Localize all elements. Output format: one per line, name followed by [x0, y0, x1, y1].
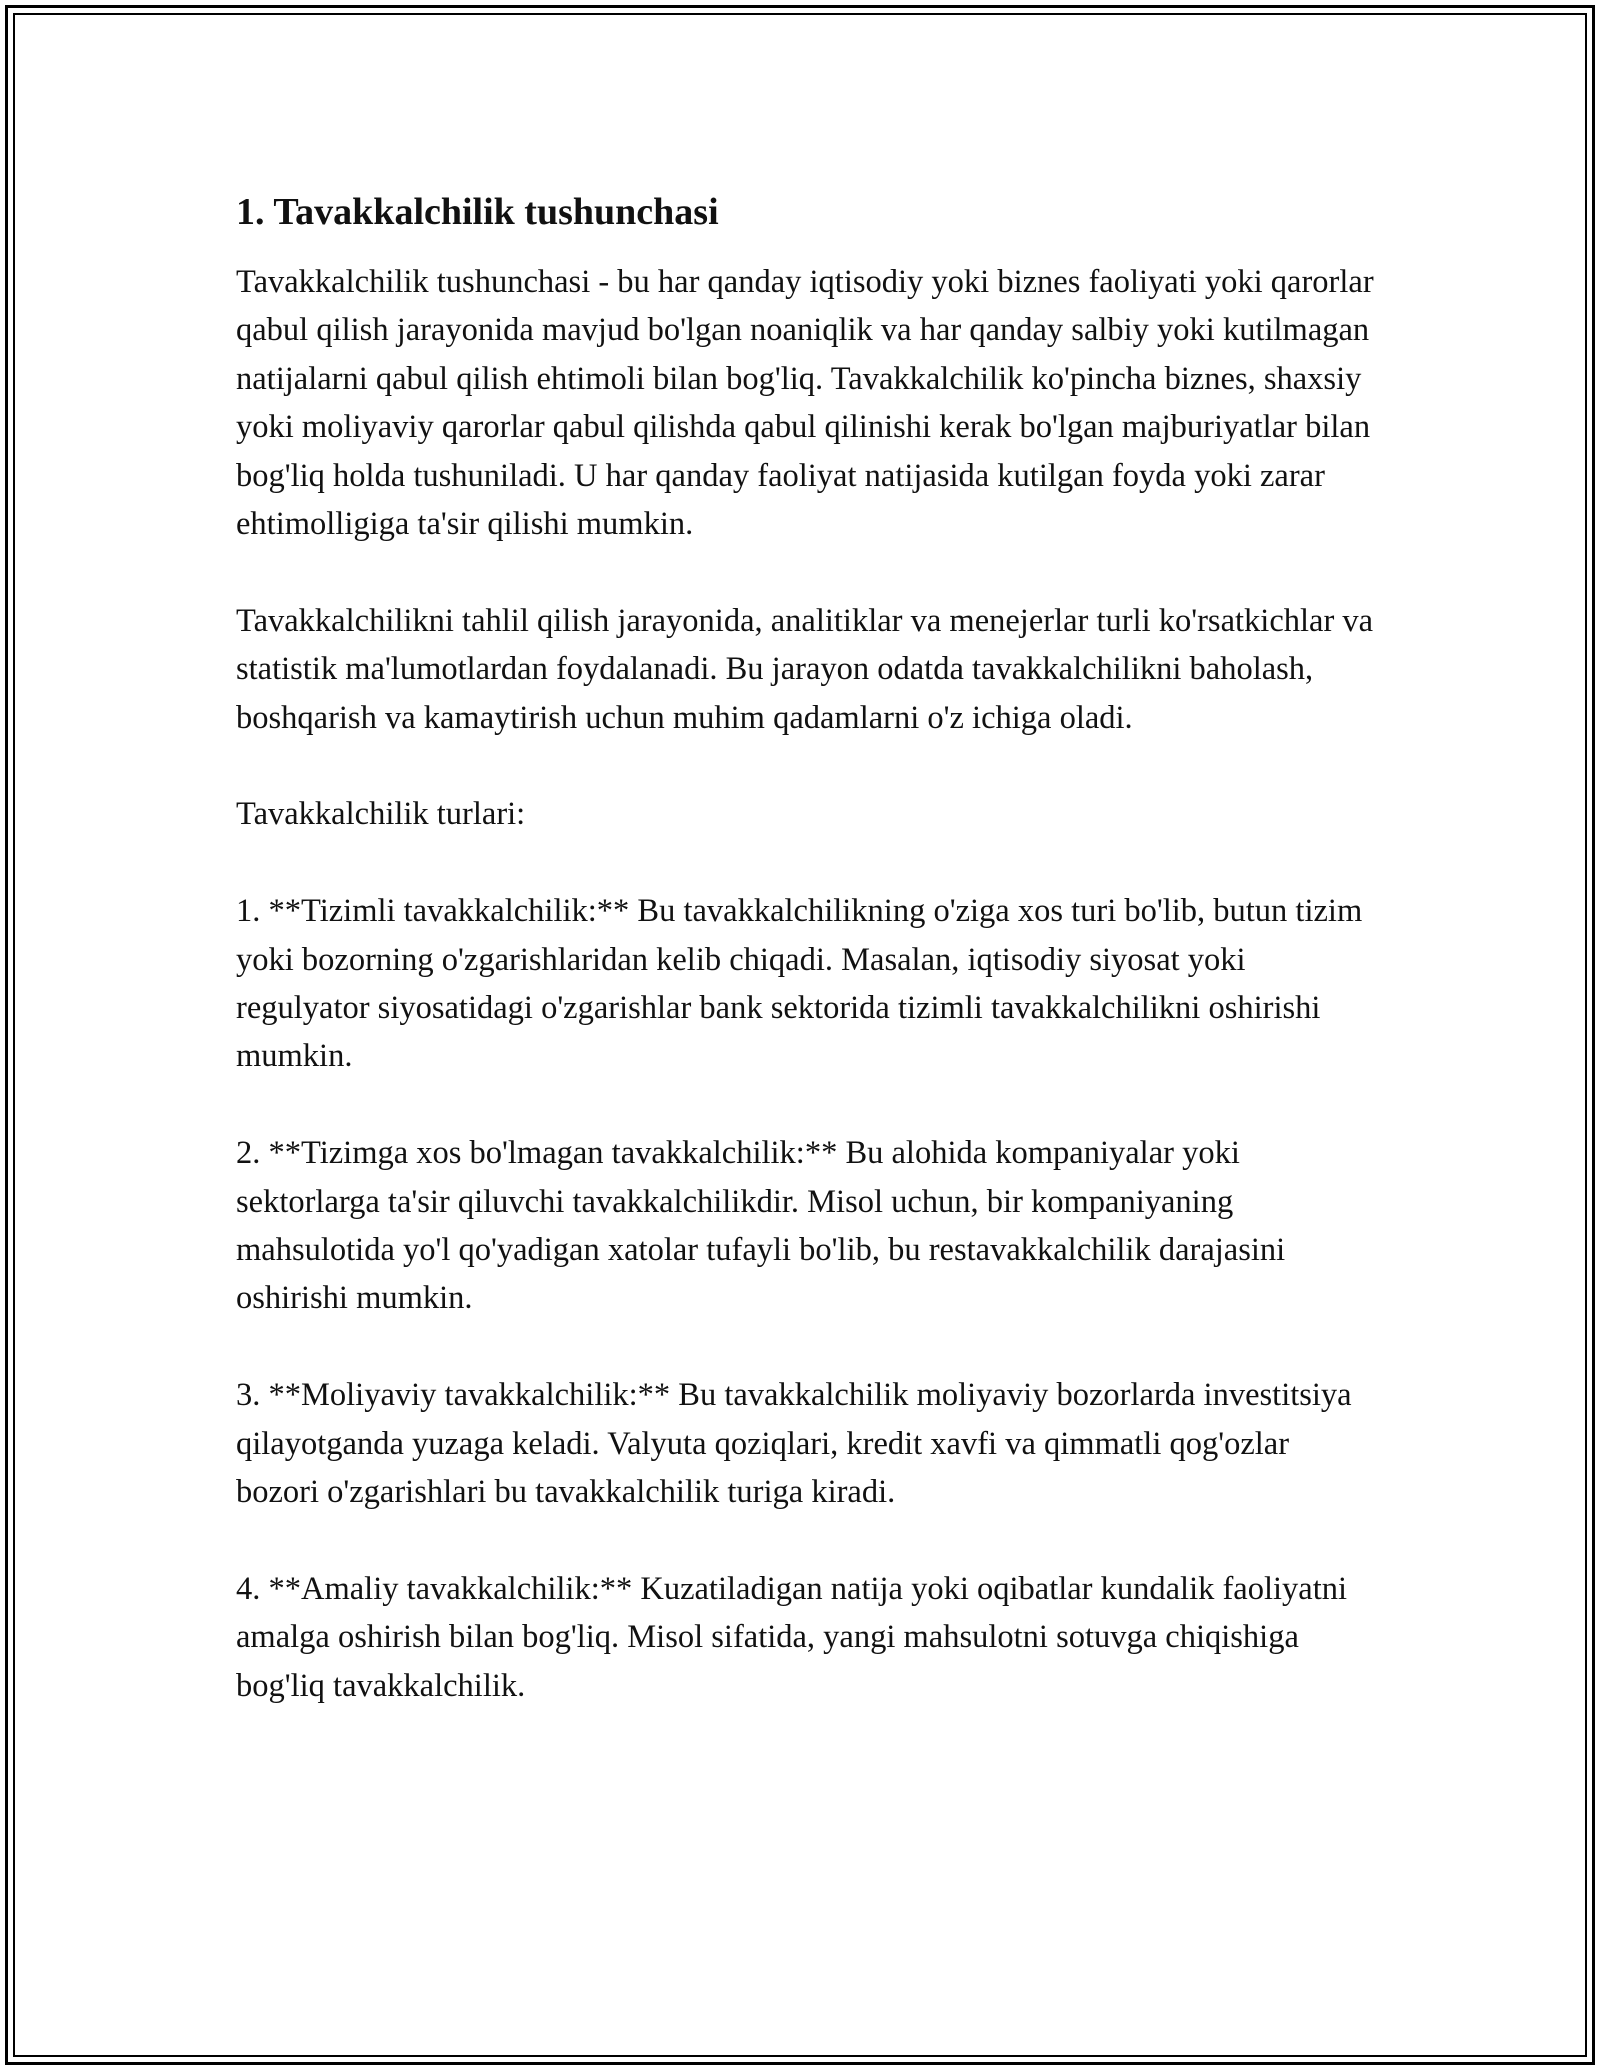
list-item-financial: 3. **Moliyaviy tavakkalchilik:** Bu tavakkalchilik moliyaviy bozorlarda investitsiya qilayotganda yuzaga keladi. Valyuta qoziqlari, kredit xavfi va qimmatli qog'ozlar bozori o'zgarishlari bu tavakkalchilik turiga kiradi. — [236, 1377, 1352, 1511]
document-body — [236, 186, 1376, 1710]
types-label: Tavakkalchilik turlari: — [236, 796, 526, 833]
section-heading: 1. Tavakkalchilik tushunchasi — [236, 191, 719, 233]
intro-paragraph: Tavakkalchilik tushunchasi - bu har qanday iqtisodiy yoki biznes faoliyati yoki qarorlar qabul qilish jarayonida mavjud bo'lgan noaniqlik va har qanday salbiy yoki kutilmagan natijalarni qabul qilish ehtimoli bilan bog'liq. Tavakkalchilik ko'pincha biznes, shaxsiy yoki moliyaviy qarorlar qabul qilishda qabul qilinishi kerak bo'lgan majburiyatlar bilan bog'liq holda tushuniladi. U har qanday faoliyat natijasida kutilgan foyda yoki zarar ehtimolligiga ta'sir qilishi mumkin. — [236, 264, 1374, 543]
analysis-paragraph: Tavakkalchilikni tahlil qilish jarayonida, analitiklar va menejerlar turli ko'rsatkichlar va statistik ma'lumotlardan foydalanadi. Bu jarayon odatda tavakkalchilikni baholash, boshqarish va kamaytirish uchun muhim qadamlarni o'z ichiga oladi. — [236, 602, 1374, 736]
list-item-systematic: 1. **Tizimli tavakkalchilik:** Bu tavakkalchilikning o'ziga xos turi bo'lib, butun tizim yoki bozorning o'zgarishlaridan kelib chiqadi. Masalan, iqtisodiy siyosat yoki regulyator siyosatidagi o'zgarishlar bank sektorida tizimli tavakkalchilikni oshirishi mumkin. — [236, 893, 1363, 1075]
list-item-unsystematic: 2. **Tizimga xos bo'lmagan tavakkalchilik:** Bu alohida kompaniyalar yoki sektorlarga ta'sir qiluvchi tavakkalchilikdir. Misol uchun, bir kompaniyaning mahsulotida yo'l qo'yadigan xatolar tufayli bo'lib, bu restavakkalchilik darajasini oshirishi mumkin. — [236, 1135, 1286, 1317]
list-item-operational: 4. **Amaliy tavakkalchilik:** Kuzatiladigan natija yoki oqibatlar kundalik faoliyatni amalga oshirish bilan bog'liq. Misol sifatida, yangi mahsulotni sotuvga chiqishiga bog'liq tavakkalchilik. — [236, 1570, 1348, 1704]
